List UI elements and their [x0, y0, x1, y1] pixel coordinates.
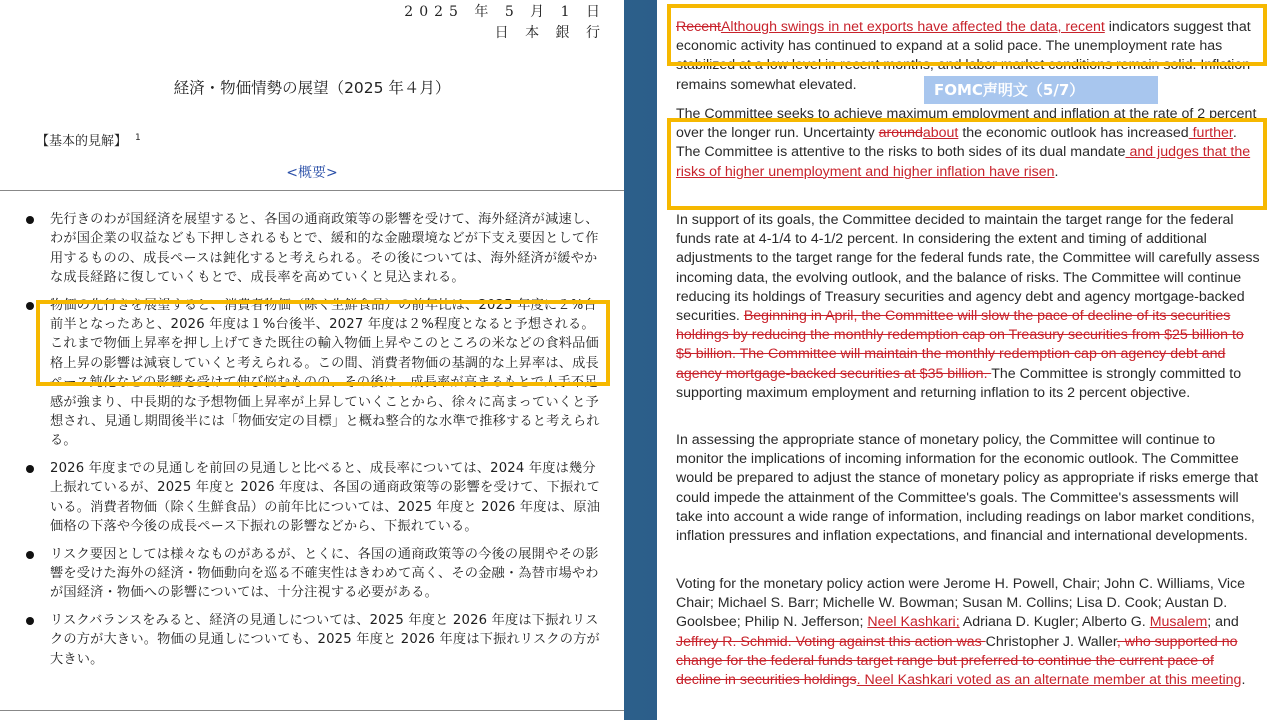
deleted-text: Recent	[676, 19, 721, 35]
statement-paragraph-3	[676, 211, 1260, 403]
deleted-text: , who supported no change for the federal funds target range but preferred to continue the current pace of decline in securities holdings	[676, 633, 1238, 689]
bullet-icon	[26, 465, 34, 473]
list-item	[0, 545, 624, 603]
boj-document-panel	[0, 0, 624, 720]
list-item	[0, 459, 624, 537]
basic-view-heading	[36, 130, 141, 149]
paragraph-text: Adriana D. Kugler; Alberto G.	[959, 614, 1150, 631]
deleted-text: Jeffrey R. Schmid. Voting against this action was	[676, 633, 986, 650]
paragraph-text: the economic outlook has increased	[958, 125, 1189, 142]
paragraph-text: Christopher J. Waller	[985, 633, 1117, 650]
fomc-statement-label: FOMC声明文（5/7）	[924, 76, 1158, 104]
deleted-text: around	[878, 125, 923, 142]
inserted-text: Neel Kashkari;	[867, 614, 960, 631]
deleted-text: Beginning in April, the Committee will slow the pace of decline of its securities holdings by reducing the monthly redemption cap on Treasury securities from $25 billion to $5 billion. The Committee will maintain the monthly redemption cap on agency debt and agency mortgage-backed securities at $35 billion.	[676, 308, 1244, 382]
bullet-list	[0, 210, 624, 677]
date-line: 2025 年 5 月 1 日	[404, 4, 606, 20]
list-item	[0, 611, 624, 669]
statement-paragraph-4	[676, 431, 1260, 546]
basic-view-label: 【基本的見解】	[36, 134, 128, 149]
inserted-text: Musalem	[1149, 614, 1208, 631]
bullet-text: 物価の先行きを展望すると、消費者物価（除く生鮮食品）の前年比は、2025 年度に２%台前半となったあと、2026 年度は１%台後半、2027 年度は２%程度となると予想される。これまで物価上昇率を押し上げてきた既往の輸入物価上昇やこのところの米などの食料品価格上昇の影響は減衰していくと考えられる。この間、消費者物価の基調的な上昇率は、成長ペース鈍化などの影響を受けて伸び悩むものの、その後は、成長率が高まるもとで人手不足感が強まり、中長期的な予想物価上昇率が上昇していくことから、徐々に高まっていくと予想され、見通し期間後半には「物価安定の目標」と概ね整合的な水準で推移すると考えられる。	[50, 297, 600, 449]
paragraph-text: . The Committee is attentive to the risks to both sides of its dual mandate	[676, 125, 1237, 161]
bullet-text: 2026 年度までの見通しを前回の見通しと比べると、成長率については、2024 年度は幾分上振れているが、2025 年度と 2026 年度は、各国の通商政策等の影響を受けて、下振れている。消費者物価（除く生鮮食品）の前年比については、2025 年度と 2026 年度は、原油価格の下落や今後の成長ペース下振れの影響などから、下振れている。	[50, 460, 601, 535]
divider	[0, 190, 624, 191]
paragraph-text: In assessing the appropriate stance of monetary policy, the Committee will continue to monitor the implications of incoming information for the economic outlook. The Committee would be prepared to adjust the stance of monetary policy as appropriate if risks emerge that could impede the attainment of the Committee's goals. The Committee's assessments will take into account a wide range of information, including readings on labor market conditions, inflation pressures and inflation expectations, and financial and international developments.	[676, 432, 1259, 545]
document-title: 経済・物価情勢の展望（2025 年４月）	[173, 79, 451, 97]
paragraph-text: The Committee is strongly committed to supporting maximum employment and returning inflation to its 2 percent objective.	[676, 365, 1242, 401]
highlight-box-price-outlook	[36, 300, 610, 386]
paragraph-text: ; and	[1207, 614, 1239, 631]
bullet-icon	[26, 302, 34, 310]
paragraph-text: indicators suggest that economic activity has continued to expand at a solid pace. The unemployment rate has stabilized at a low level in recent months, and labor market conditions remain solid. Inflation remains somewhat elevated.	[676, 19, 1251, 93]
bullet-text: リスク要因としては様々なものがあるが、とくに、各国の通商政策等の今後の展開やその影響を受けた海外の経済・物価動向を巡る不確実性はきわめて高く、その金融・為替市場やわが国経済・物価への影響については、十分注視する必要がある。	[50, 546, 599, 601]
fomc-statement-panel	[657, 0, 1280, 720]
bullet-icon	[26, 216, 34, 224]
inserted-text: . Neel Kashkari voted as an alternate member at this meeting	[856, 672, 1242, 689]
highlight-box-uncertainty-risks	[667, 118, 1267, 210]
paragraph-text: .	[1054, 163, 1059, 180]
inserted-text: Although swings in net exports have affected the data, recent	[720, 19, 1105, 35]
document-date	[404, 2, 606, 44]
bullet-text: 先行きのわが国経済を展望すると、各国の通商政策等の影響を受けて、海外経済が減速し、わが国企業の収益なども下押しされるもとで、緩和的な金融環境などが下支え要因として作用するものの、成長ペースは鈍化すると考えられる。その後については、海外経済が緩やかな成長経路に復していくもとで、成長率を高めていくと見込まれる。	[50, 212, 599, 286]
paragraph-text: .	[1241, 672, 1246, 689]
summary-heading: <概要>	[286, 165, 338, 181]
paragraph-text: The Committee seeks to achieve maximum employment and inflation at the rate of 2 percent over the longer run. Uncertainty	[676, 106, 1257, 142]
inserted-text: further	[1188, 125, 1233, 142]
issuer-line: 日 本 銀 行	[494, 25, 606, 41]
paragraph-text: In support of its goals, the Committee decided to maintain the target range for the federal funds rate at 4-1/4 to 4-1/2 percent. In considering the extent and timing of additional adjustments to the target range for the federal funds rate, the Committee will carefully assess incoming data, the evolving outlook, and the balance of risks. The Committee will continue reducing its holdings of Treasury securities and agency debt and agency mortgage-backed securities.	[676, 212, 1260, 325]
bullet-icon	[26, 551, 34, 559]
bullet-icon	[26, 617, 34, 625]
list-item	[0, 210, 624, 288]
inserted-text: about	[922, 125, 959, 142]
bottom-divider	[0, 710, 624, 711]
bullet-text: リスクバランスをみると、経済の見通しについては、2025 年度と 2026 年度は下振れリスクの方が大きい。物価の見通しについても、2025 年度と 2026 年度は下振れリスクの方が大きい。	[50, 612, 600, 667]
statement-paragraph-5	[676, 575, 1260, 690]
footnote-mark: 1	[135, 132, 141, 143]
paragraph-text: Voting for the monetary policy action were Jerome H. Powell, Chair; John C. Williams, Vice Chair; Michael S. Barr; Michelle W. Bowman; Susan M. Collins; Lisa D. Cook; Austan D. Goolsbee; Philip N. Jefferson;	[676, 576, 1246, 631]
inserted-text: and judges that the risks of higher unemployment and higher inflation have risen	[676, 144, 1251, 180]
highlight-box-economic-activity	[667, 4, 1267, 66]
